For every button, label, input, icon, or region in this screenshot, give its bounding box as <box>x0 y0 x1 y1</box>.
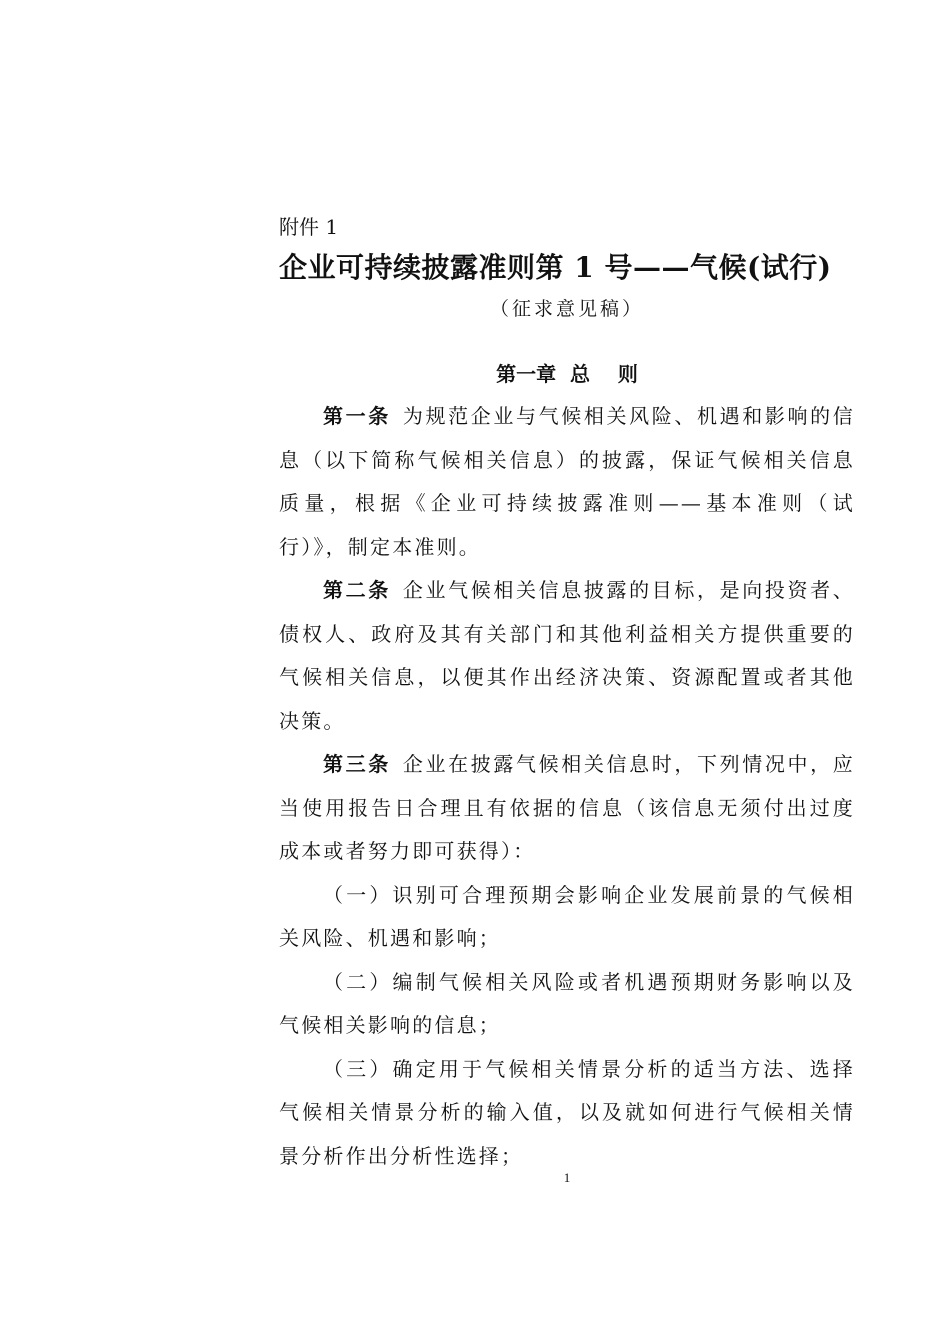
article-2 <box>279 569 855 743</box>
article-3 <box>279 743 855 874</box>
document-title: 企业可持续披露准则第 1 号——气候(试行) <box>279 251 832 284</box>
article-1-text: 为规范企业与气候相关风险、机遇和影响的信息（以下简称气候相关信息）的披露，保证气候相关信息质量，根据《企业可持续披露准则——基本准则（试行）》，制定本准则。 <box>279 404 856 559</box>
list-item-3: （三）确定用于气候相关情景分析的适当方法、选择气候相关情景分析的输入值，以及就如何进行气候相关情景分析作出分析性选择； <box>279 1056 855 1168</box>
article-1 <box>279 395 855 569</box>
article-3-text: 企业在披露气候相关信息时，下列情况中，应当使用报告日合理且有依据的信息（该信息无须付出过度成本或者努力即可获得）： <box>279 752 856 863</box>
list-item-2: （二）编制气候相关风险或者机遇预期财务影响以及气候相关影响的信息； <box>279 969 855 1037</box>
article-3-label: 第三条 <box>323 752 391 776</box>
page-number: 1 <box>563 1170 571 1185</box>
article-1-label: 第一条 <box>323 404 391 428</box>
list-item-1: （一）识别可合理预期会影响企业发展前景的气候相关风险、机遇和影响； <box>279 882 855 950</box>
document-subtitle: （征求意见稿） <box>489 298 644 320</box>
chapter-heading: 第一章 总 则 <box>496 362 638 386</box>
document-body <box>279 395 855 1178</box>
attachment-label: 附件 1 <box>279 215 339 239</box>
article-2-label: 第二条 <box>323 578 391 602</box>
article-2-text: 企业气候相关信息披露的目标，是向投资者、债权人、政府及其有关部门和其他利益相关方提供重要的气候相关信息，以便其作出经济决策、资源配置或者其他决策。 <box>279 578 856 733</box>
